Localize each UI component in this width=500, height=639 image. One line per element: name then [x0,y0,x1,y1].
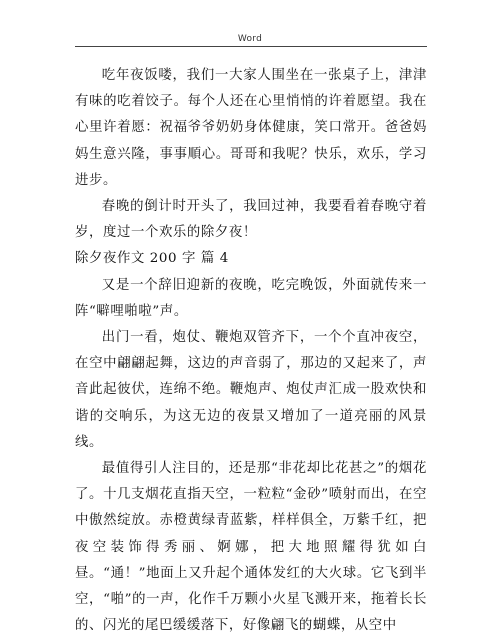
paragraph-fireworks: 最值得引人注目的，还是那“非花却比花甚之”的烟花了。十几支烟花直指天空，一粒粒“金砂”喷射而出，在空中傲然绽放。赤橙黄绿青蓝紫，样样俱全，万紫千红，把夜空装饰得秀丽、婀娜，把大地照耀得犹如白昼。“通！”地面上又升起个通体发红的大火球。它飞到半空，“啪”的一声，化作千万颗小火星飞溅开来，拖着长长的、闪光的尾巴缓缓落下，好像翩飞的蝴蝶，从空中 [75,461,427,634]
paragraph-evening-intro: 又是一个辞旧迎新的夜晚，吃完晚饭，外面就传来一阵“噼哩啪啦”声。 [75,277,427,319]
paragraph-spring-gala-countdown: 春晚的倒计时开头了，我回过神，我要看着春晚守着岁，度过一个欢乐的除夕夜！ [75,199,427,241]
page-header-label: Word [237,34,263,44]
document-body [75,63,427,639]
paragraph-new-year-dinner: 吃年夜饭喽，我们一大家人围坐在一张桌子上，津津有味的吃着饺子。每个人还在心里悄悄的许着愿望。我在心里许着愿：祝福爷爷奶奶身体健康，笑口常开。爸爸妈妈生意兴隆，事事順心。哥哥和我呢？快乐，欢乐，学习进步。 [75,68,427,188]
paragraph-firecrackers: 出门一看，炮仗、鞭炮双管齐下，一个个直冲夜空，在空中翩翩起舞，这边的声音弱了，那边的又起来了，声音此起彼伏，连绵不绝。鞭炮声、炮仗声汇成一股欢快和谐的交响乐，为这无边的夜景又增加了一道亮丽的风景线。 [75,330,427,450]
header-divider [75,46,427,47]
essay-heading: 除夕夜作文 200 字 篇 4 [75,251,229,267]
